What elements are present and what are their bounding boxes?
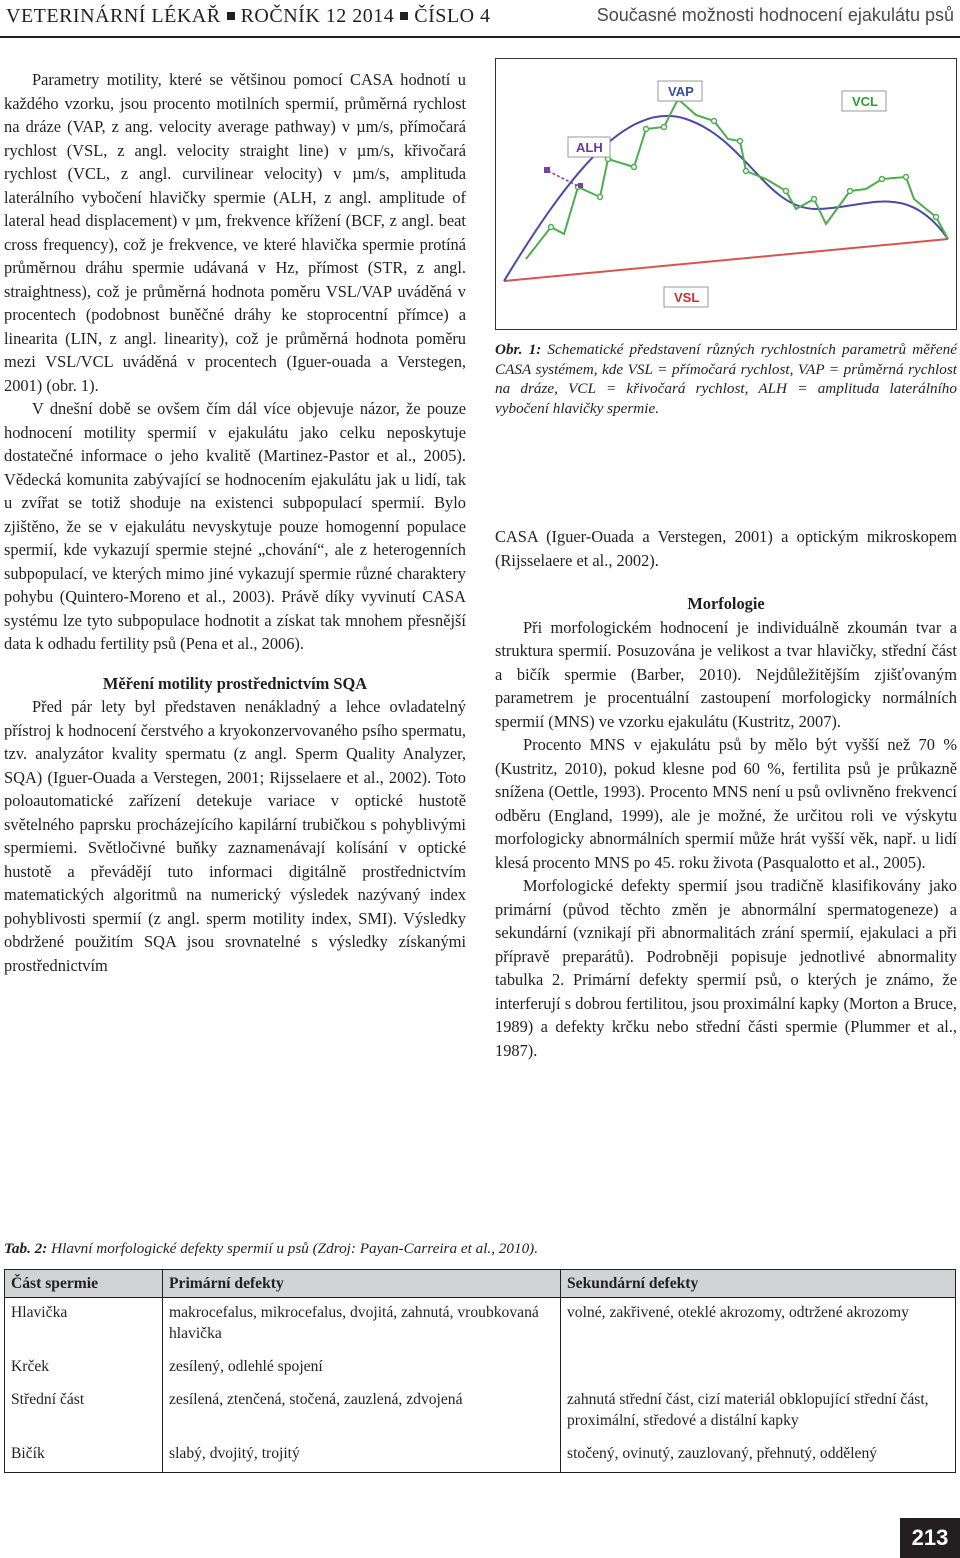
table-cell: Krček <box>5 1352 163 1385</box>
vcl-point <box>598 195 603 200</box>
alh-marker <box>578 183 583 188</box>
vcl-label: VCL <box>852 94 878 109</box>
figure-caption-text: Schematické představení různých rychlostních parametrů měřené CASA systémem, kde VSL = přímočará rychlost, VAP = průměrná rychlost na dráze, VCL = křivočará rychlost, ALH = amplituda laterálního vybočení hlavičky spermie. <box>495 341 957 417</box>
table-row <box>5 1439 956 1473</box>
journal-year: 2014 <box>352 5 395 27</box>
running-header <box>0 0 960 36</box>
vcl-point <box>812 197 817 202</box>
table-cell: Bičík <box>5 1439 163 1473</box>
header-rule <box>0 36 960 38</box>
paragraph: CASA (Iguer-Ouada a Verstegen, 2001) a optickým mikroskopem (Rijsselaere et al., 2002). <box>495 527 957 570</box>
table-cell: volné, zakřivené, oteklé akrozomy, odtržené akrozomy <box>561 1298 956 1353</box>
table-cell: stočený, ovinutý, zauzlovaný, přehnutý, oddělený <box>561 1439 956 1473</box>
vcl-point <box>712 119 717 124</box>
square-bullet-icon <box>227 12 235 20</box>
table-cell: slabý, dvojitý, trojitý <box>163 1439 561 1473</box>
table-cell: Hlavička <box>5 1298 163 1353</box>
vcl-point <box>744 169 749 174</box>
vsl-path <box>504 239 948 281</box>
table-row <box>5 1298 956 1353</box>
table-caption <box>4 1240 954 1258</box>
figure-caption <box>495 340 957 418</box>
paragraph: V dnešní době se ovšem čím dál více objevuje názor, že pouze hodnocení motility spermií v ejakulátu jako celku neposkytuje dostatečné informace o jeho kvalitě (Martinez-Pastor et al., 2005). Vědecká komunita zabývající se hodnocením ejakulátu jak u lidí, tak u zvířat se totiž shoduje na existenci subpopulací spermií. Bylo zjištěno, že se v ejakulátu nevyskytuje pouze homogenní populace spermií, kde vykazují spermie stejné „chování“, ale z heterogenních subpopulací, ve kterých mimo jiné vykazují spermie různé charaktery pohybu (Quintero-Moreno et al., 2003). Právě díky vyvinutí CASA systému lze tyto subpopulace hodnotit a získat tak mnohem přesnější data k odhadu fertility psů (Pena et al., 2006). <box>4 399 466 653</box>
vcl-point <box>549 225 554 230</box>
table-caption-text: Hlavní morfologické defekty spermií u psů (Zdroj: Payan-Carreira et al., 2010). <box>51 1240 539 1257</box>
defects-table <box>4 1269 956 1473</box>
journal-info <box>6 5 491 28</box>
table-cell: zahnutá střední část, cizí materiál obklopující střední část, proximální, středové a distální kapky <box>561 1385 956 1439</box>
vsl-label: VSL <box>674 290 700 305</box>
square-bullet-icon <box>400 12 408 20</box>
journal-volume: ROČNÍK 12 <box>240 5 347 27</box>
article-title: Současné možnosti hodnocení ejakulátu psů <box>596 5 954 25</box>
vcl-point <box>632 165 637 170</box>
right-column <box>495 525 957 1062</box>
figure-velocity-diagram <box>495 58 957 330</box>
table-cell: zesílený, odlehlé spojení <box>163 1352 561 1385</box>
vcl-point <box>784 189 789 194</box>
table-cell: zesílená, ztenčená, stočená, zauzlená, zdvojená <box>163 1385 561 1439</box>
table-cell: Střední část <box>5 1385 163 1439</box>
vcl-point <box>738 139 743 144</box>
alh-marker <box>544 167 550 173</box>
paragraph: Při morfologickém hodnocení je individuálně zkoumán tvar a struktura spermií. Posuzována je velikost a tvar hlavičky, střední část a bičík spermie (Barber, 2010). Nejdůležitějším zjišťovaným parametrem je procentuální zastoupení morfologicky normálních spermií (MNS) ve vzorku ejakulátu (Kustritz, 2007). <box>495 617 957 731</box>
table-row <box>5 1385 956 1439</box>
column-header: Sekundární defekty <box>561 1270 956 1298</box>
velocity-diagram <box>496 59 956 329</box>
figure-caption-label: Obr. 1: <box>495 341 542 358</box>
vcl-point <box>662 125 667 130</box>
vap-label: VAP <box>668 84 694 99</box>
vcl-point <box>644 127 649 132</box>
alh-label: ALH <box>576 140 603 155</box>
paragraph: Parametry motility, které se většinou pomocí CASA hodnotí u každého vzorku, jsou procento motilních spermií, průměrná rychlost na dráze (VAP, z ang. velocity average pathway) v µm/s, přímočará rychlost (VSL, z angl. velocity straight line) v µm/s, křivočará rychlost (VCL, z angl. curvilinear velocity) v µm/s, amplituda laterálního vybočení hlavičky spermie (ALH, z angl. amplitude of lateral head displacement) v µm, frekvence křížení (BCF, z angl. beat cross frequency), což je frekvence, ve které hlavička spermie protíná průměrnou dráhu spermie udávaná v Hz, přímost (STR, z angl. straightness), což je průměrná hodnota poměru VSL/VAP uváděná v procentech (podobnost buněčné dráhy ke stoprocentní přímce) a linearita (LIN, z angl. linearity), což je průměrná hodnota poměru mezi VSL/VCL uváděná v procentech (Iguer-ouada a Verstegen, 2001) (obr. 1). <box>4 70 466 395</box>
section-heading: Měření motility prostřednictvím SQA <box>102 673 368 693</box>
table-cell <box>561 1352 956 1385</box>
paragraph: Morfologické defekty spermií jsou tradičně klasifikovány jako primární (původ těchto změn je abnormální spermatogeneze) a sekundární (vznikají při abnormalitách zrání spermií, ejakulaci a při přípravě preparátů). Podrobněji popisuje jednotlivé abnormality tabulka 2. Primární defekty spermií psů, o kterých je známo, že interferují s dobrou fertilitou, jsou proximální kapky (Morton a Bruce, 1989) a defekty krčku nebo střední části spermie (Plummer et al., 1987). <box>495 876 957 1060</box>
left-column <box>4 68 466 977</box>
table-row <box>5 1352 956 1385</box>
vcl-point <box>880 177 885 182</box>
vcl-point <box>904 175 909 180</box>
column-header: Primární defekty <box>163 1270 561 1298</box>
alh-line <box>548 171 580 187</box>
paragraph: Před pár lety byl představen nenákladný a lehce ovladatelný přístroj k hodnocení čerstvého a kryokonzervovaného psího spermatu, tzv. analyzátor kvality spermatu (z angl. Sperm Quality Analyzer, SQA) (Iguer-Ouada a Verstegen, 2001; Rijsselaere et al., 2002). Toto poloautomatické zařízení detekuje variace v optické hustotě světelného paprsku procházejícího kapilární trubičkou s pohyblivými spermiemi. Světločivné buňky zaznamenávají kolísání v optické hustotě a převádějí tuto informaci digitálně prostřednictvím matematických algoritmů na numerický výsledek nazývaný index pohyblivosti spermií (z angl. sperm motility index, SMI). Výsledky obdržené použitím SQA jsou srovnatelné s výsledky získanými prostřednictvím <box>4 697 466 975</box>
vcl-point <box>934 215 939 220</box>
section-heading: Morfologie <box>687 594 765 613</box>
table-cell: makrocefalus, mikrocefalus, dvojitá, zahnutá, vroubkovaná hlavička <box>163 1298 561 1353</box>
paragraph: Procento MNS v ejakulátu psů by mělo být vyšší než 70 % (Kustritz, 2010), pokud klesne pod 60 %, fertilita psů je průkazně snížena (Oettle, 1993). Procento MNS není u psů ovlivněno frekvencí odběru (England, 1999), ale je možné, že určitou roli ve výskytu morfologicky abnormálních spermií může hrát vyšší věk, např. u lidí klesá procento MNS po 45. roku života (Pasqualotto et al., 2005). <box>495 735 957 872</box>
journal-issue: ČÍSLO 4 <box>414 5 491 27</box>
page-number: 213 <box>900 1518 960 1558</box>
table-caption-label: Tab. 2: <box>4 1240 48 1257</box>
journal-name: VETERINÁRNÍ LÉKAŘ <box>6 5 221 27</box>
column-header: Část spermie <box>5 1270 163 1298</box>
table-header-row <box>5 1270 956 1298</box>
vcl-point <box>848 189 853 194</box>
